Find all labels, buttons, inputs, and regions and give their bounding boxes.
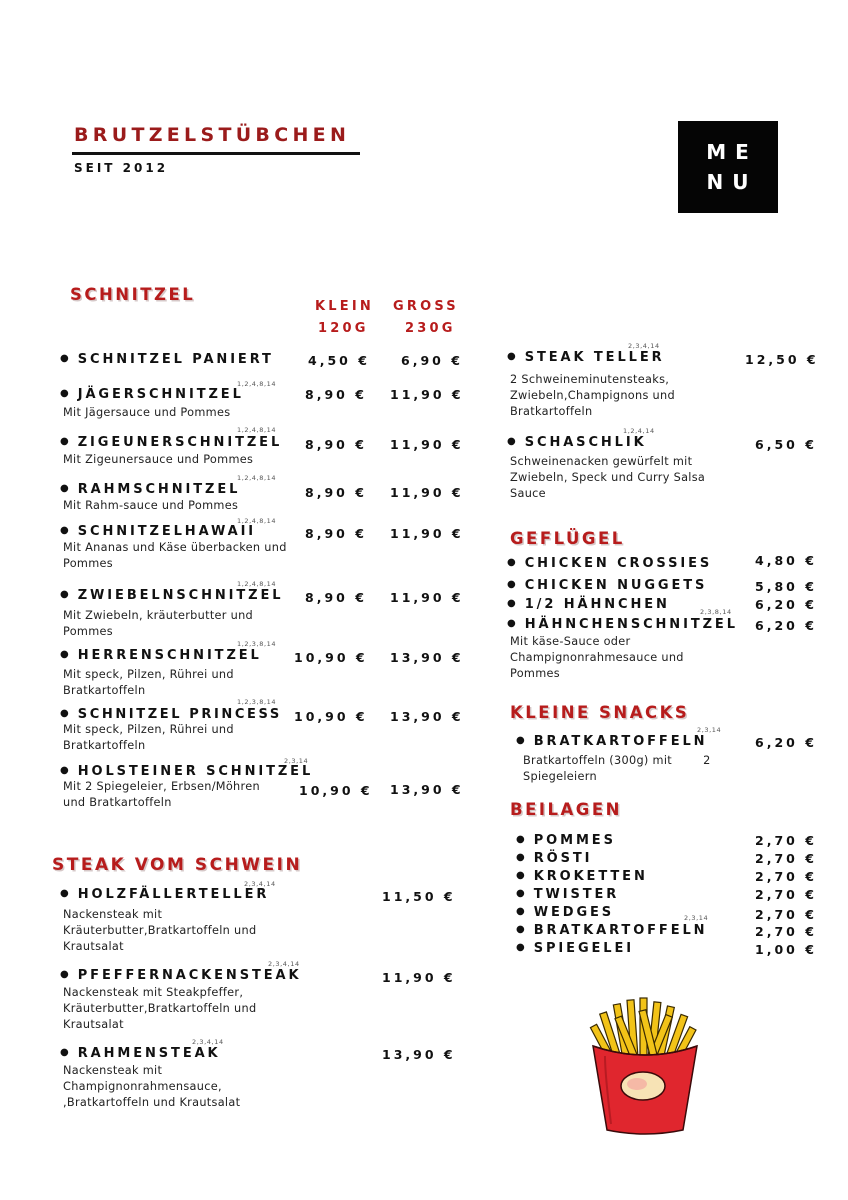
price-large: 11,90 € xyxy=(390,485,464,500)
price: 2,70 € xyxy=(755,869,817,884)
price-small: 8,90 € xyxy=(305,526,367,541)
section-title-steak: STEAK VOM SCHWEIN xyxy=(52,855,303,875)
section-title-schnitzel: SCHNITZEL xyxy=(70,285,196,304)
price-small: 8,90 € xyxy=(305,387,367,402)
price: 13,90 € xyxy=(382,1047,456,1062)
price-large: 11,90 € xyxy=(390,526,464,541)
column-weight-gross: 230G xyxy=(405,321,456,336)
menu-item-description: Mit speck, Pilzen, Rührei und Bratkartoffeln xyxy=(63,723,234,752)
menu-item-name: ● SCHNITZEL PANIERT xyxy=(60,352,274,367)
menu-item-name: ● HERRENSCHNITZEL xyxy=(60,648,262,663)
menu-item-name: ● HÄHNCHENSCHNITZEL xyxy=(507,617,738,632)
price-small: 10,90 € xyxy=(294,650,368,665)
menu-item-name: ● STEAK TELLER xyxy=(507,350,665,365)
menu-item-name: ● PFEFFERNACKENSTEAK xyxy=(60,968,302,983)
price-large: 11,90 € xyxy=(390,387,464,402)
price: 6,20 € xyxy=(755,735,817,750)
french-fries-icon xyxy=(585,994,705,1136)
menu-item-description: Mit Zigeunersauce und Pommes xyxy=(63,453,254,466)
price-large: 13,90 € xyxy=(390,782,464,797)
menu-item-name: ● TWISTER xyxy=(516,887,620,902)
price-large: 13,90 € xyxy=(390,709,464,724)
allergen-codes: 1,2,4,8,14 xyxy=(237,426,277,434)
price-small: 4,50 € xyxy=(308,353,370,368)
allergen-codes: 2,3,4,14 xyxy=(628,342,660,350)
allergen-codes: 1,2,4,8,14 xyxy=(237,517,277,525)
menu-item-description: Mit käse-Sauce oder Champignonrahmesauce und Pommes xyxy=(510,635,684,680)
menu-item-description: Schweinenacken gewürfelt mit Zwiebeln, Speck und Curry Salsa Sauce xyxy=(510,455,706,500)
menu-item-name: ● SCHASCHLIK xyxy=(507,435,647,450)
menu-item-description: Mit Ananas und Käse überbacken und Pommes xyxy=(63,541,287,570)
menu-item-name: ● CHICKEN CROSSIES xyxy=(507,556,713,571)
menu-item-description: Mit speck, Pilzen, Rührei und Bratkartoffeln xyxy=(63,668,234,697)
menu-item-description: Mit Zwiebeln, kräuterbutter und Pommes xyxy=(63,609,254,638)
price: 2,70 € xyxy=(755,887,817,902)
price-small: 10,90 € xyxy=(299,783,373,798)
allergen-codes: 2,3,14 xyxy=(697,726,722,734)
allergen-codes: 1,2,4,8,14 xyxy=(237,474,277,482)
menu-badge xyxy=(678,121,778,213)
header-divider xyxy=(72,152,360,155)
column-header-gross: GROSS xyxy=(393,299,459,314)
since-label: SEIT 2012 xyxy=(74,161,169,175)
menu-item-name: ● SCHNITZEL PRINCESS xyxy=(60,707,282,722)
price-large: 6,90 € xyxy=(401,353,463,368)
allergen-codes: 1,2,4,8,14 xyxy=(237,580,277,588)
menu-item-description: Nackensteak mit Steakpfeffer, Kräuterbutter,Bratkartoffeln und Krautsalat xyxy=(63,986,257,1031)
allergen-codes: 2,3,8,14 xyxy=(700,608,732,616)
allergen-codes: 2,3,4,14 xyxy=(244,880,276,888)
menu-item-description: 2 Schweineminutensteaks, Zwiebeln,Champignons und Bratkartoffeln xyxy=(510,373,675,418)
price-small: 8,90 € xyxy=(305,485,367,500)
menu-badge-line2: NU xyxy=(706,170,758,194)
allergen-codes: 1,2,4,14 xyxy=(623,427,655,435)
allergen-codes: 2,3,4,14 xyxy=(192,1038,224,1046)
price-small: 8,90 € xyxy=(305,590,367,605)
menu-item-description: Mit 2 Spiegeleier, Erbsen/Möhren und Bratkartoffeln xyxy=(63,780,260,809)
price: 6,50 € xyxy=(755,437,817,452)
price: 2,70 € xyxy=(755,907,817,922)
menu-item-description: Nackensteak mit Champignonrahmensauce, ,Bratkartoffeln und Krautsalat xyxy=(63,1064,241,1109)
allergen-codes: 1,2,3,8,14 xyxy=(237,640,277,648)
column-weight-klein: 120G xyxy=(318,321,369,336)
price-large: 13,90 € xyxy=(390,650,464,665)
price-large: 11,90 € xyxy=(390,437,464,452)
menu-item-name: ● KROKETTEN xyxy=(516,869,648,884)
price: 4,80 € xyxy=(755,553,817,568)
menu-item-name: ● RAHMENSTEAK xyxy=(60,1046,221,1061)
price: 11,90 € xyxy=(382,970,456,985)
column-header-klein: KLEIN xyxy=(315,299,374,314)
menu-badge-line1: ME xyxy=(706,140,758,164)
section-title-gefluegel: GEFLÜGEL xyxy=(510,529,625,548)
menu-item-description: Mit Rahm-sauce und Pommes xyxy=(63,499,239,512)
price: 6,20 € xyxy=(755,618,817,633)
menu-item-name: ● ZIGEUNERSCHNITZEL xyxy=(60,435,283,450)
allergen-codes: 2,3,14 xyxy=(284,757,309,765)
menu-item-description: Mit Jägersauce und Pommes xyxy=(63,406,231,419)
menu-item-name: ● ZWIEBELNSCHNITZEL xyxy=(60,588,284,603)
price: 12,50 € xyxy=(745,352,819,367)
menu-item-name: ● BRATKARTOFFELN xyxy=(516,734,708,749)
menu-item-description: Nackensteak mit Kräuterbutter,Bratkartoffeln und Krautsalat xyxy=(63,908,257,953)
price: 5,80 € xyxy=(755,579,817,594)
price-large: 11,90 € xyxy=(390,590,464,605)
price: 1,00 € xyxy=(755,942,817,957)
price-small: 10,90 € xyxy=(294,709,368,724)
price-small: 8,90 € xyxy=(305,437,367,452)
section-title-beilagen: BEILAGEN xyxy=(510,800,622,819)
price: 6,20 € xyxy=(755,597,817,612)
menu-item-name: ● POMMES xyxy=(516,833,616,848)
restaurant-name: BRUTZELSTÜBCHEN xyxy=(74,124,351,146)
menu-item-name: ● RÖSTI xyxy=(516,851,593,866)
allergen-codes: 2,3,4,14 xyxy=(268,960,300,968)
menu-item-name: ● HOLZFÄLLERTELLER xyxy=(60,887,270,902)
menu-item-name: ● BRATKARTOFFELN xyxy=(516,923,708,938)
section-title-snacks: KLEINE SNACKS xyxy=(510,703,690,722)
allergen-codes: 1,2,4,8,14 xyxy=(237,380,277,388)
price: 2,70 € xyxy=(755,833,817,848)
menu-item-name: ● HOLSTEINER SCHNITZEL xyxy=(60,764,314,779)
menu-item-name: ● SCHNITZELHAWAII xyxy=(60,524,257,539)
allergen-codes: 1,2,3,8,14 xyxy=(237,698,277,706)
menu-item-description: Bratkartoffeln (300g) mit 2 Spiegeleiern xyxy=(523,754,715,783)
price: 2,70 € xyxy=(755,851,817,866)
menu-item-name: ● RAHMSCHNITZEL xyxy=(60,482,241,497)
menu-item-name: ● SPIEGELEI xyxy=(516,941,634,956)
allergen-codes: 2,3,14 xyxy=(684,914,709,922)
menu-item-name: ● CHICKEN NUGGETS xyxy=(507,578,708,593)
price: 2,70 € xyxy=(755,924,817,939)
price: 11,50 € xyxy=(382,889,456,904)
menu-item-name: ● WEDGES xyxy=(516,905,615,920)
menu-item-name: ● 1/2 HÄHNCHEN xyxy=(507,597,670,612)
menu-item-name: ● JÄGERSCHNITZEL xyxy=(60,387,244,402)
